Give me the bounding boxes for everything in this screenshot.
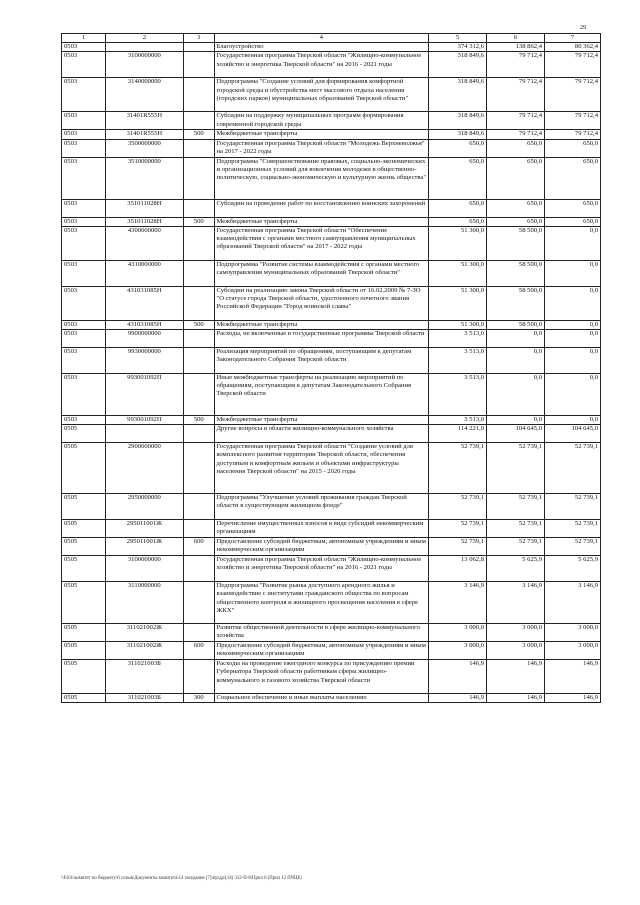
target-code-cell: 295011001Ж [105,538,183,556]
section-code-cell: 0505 [62,660,106,694]
target-code-cell: 295011001Ж [105,520,183,538]
target-code-cell: 9900000000 [105,330,183,348]
table-row [62,260,601,286]
header-cell: 1 [62,34,106,43]
item-name-cell: Перечисление имущественных взносов в виде субсидий некоммерческим организациям [214,520,429,538]
table-row [62,139,601,157]
item-name-cell: Межбюджетные трансферты [214,130,429,139]
expense-type-cell [184,286,215,320]
section-code-cell: 0503 [62,320,106,329]
amount-year3-cell: 52 739,1 [545,443,601,494]
header-cell: 6 [487,34,545,43]
item-name-cell: Субсидии на реализацию закона Тверской области от 16.02.2009 № 7-ЗО "О статусе города Тверской области, удостоенного почетного звания Российской Федерации "Город воинской славы" [214,286,429,320]
section-code-cell: 0503 [62,226,106,260]
expense-type-cell [184,226,215,260]
amount-year2-cell: 0,0 [487,374,545,416]
target-code-cell: 431031085H [105,286,183,320]
expense-type-cell [184,330,215,348]
section-code-cell: 0503 [62,139,106,157]
expense-type-cell [184,52,215,78]
amount-year1-cell: 52 739,1 [429,538,487,556]
table-row [62,694,601,703]
amount-year3-cell: 79 712,4 [545,112,601,130]
amount-year3-cell: 0,0 [545,320,601,329]
table-row [62,538,601,556]
table-row [62,660,601,694]
target-code-cell: 3110000000 [105,582,183,624]
amount-year2-cell: 79 712,4 [487,112,545,130]
amount-year3-cell: 0,0 [545,416,601,425]
amount-year1-cell: 3 000,0 [429,642,487,660]
amount-year1-cell: 51 300,0 [429,226,487,260]
amount-year1-cell: 374 312,6 [429,43,487,52]
table-row [62,130,601,139]
item-name-cell: Межбюджетные трансферты [214,416,429,425]
section-code-cell: 0503 [62,199,106,217]
section-code-cell: 0505 [62,443,106,494]
expense-type-cell: 500 [184,320,215,329]
target-code-cell: 2900000000 [105,443,183,494]
amount-year1-cell: 51 300,0 [429,260,487,286]
amount-year3-cell: 146,9 [545,660,601,694]
amount-year1-cell: 3 513,0 [429,416,487,425]
target-code-cell: 993001092П [105,374,183,416]
expense-type-cell [184,374,215,416]
item-name-cell: Подпрограмма "Развитие системы взаимодействия с органами местного самоуправления муниципальных образований Тверской области" [214,260,429,286]
header-cell: 4 [214,34,429,43]
expense-type-cell: 600 [184,538,215,556]
amount-year1-cell: 3 513,0 [429,330,487,348]
amount-year2-cell: 79 712,4 [487,78,545,112]
target-code-cell: 3510000000 [105,157,183,199]
amount-year2-cell: 650,0 [487,217,545,226]
item-name-cell: Подпрограмма "Совершенствование правовых, социально-экономических и организационных условий для вовлечения молодежи в общественно-политическую, социально-экономическую и культурную жизнь общества" [214,157,429,199]
amount-year1-cell: 146,9 [429,694,487,703]
item-name-cell: Расходы на проведение ежегодного конкурса по присуждению премии Губернатора Тверской области работникам сферы жилищно-коммунального и газового хозяйства Тверской области [214,660,429,694]
table-row [62,286,601,320]
amount-year1-cell: 146,9 [429,660,487,694]
section-code-cell: 0505 [62,520,106,538]
expense-type-cell [184,78,215,112]
section-code-cell: 0503 [62,217,106,226]
expense-type-cell: 500 [184,130,215,139]
amount-year2-cell: 52 739,1 [487,494,545,520]
expense-type-cell [184,624,215,642]
amount-year2-cell: 79 712,4 [487,52,545,78]
item-name-cell: Межбюджетные трансферты [214,217,429,226]
amount-year1-cell: 318 849,6 [429,52,487,78]
amount-year1-cell: 318 849,6 [429,112,487,130]
table-row [62,416,601,425]
section-code-cell: 0503 [62,78,106,112]
item-name-cell: Расходы, не включенные в государственные программы Тверской области [214,330,429,348]
table-row [62,330,601,348]
target-code-cell: 4310000000 [105,260,183,286]
expense-type-cell [184,157,215,199]
target-code-cell: 311021003Б [105,694,183,703]
amount-year3-cell: 3 146,9 [545,582,601,624]
table-row [62,199,601,217]
file-path-footer: \\Fs01\комитет по бюджету\6 созыв\Документы комитета\14 заседание (7)\пр\др\(14) 312-П-6\Прил 6 (Прил 12 ПЧЦБ) [61,876,302,881]
item-name-cell: Государственная программа Тверской области "Молодежь Верхневолжья" на 2017 - 2022 годы [214,139,429,157]
section-code-cell: 0505 [62,425,106,443]
expense-type-cell: 600 [184,642,215,660]
budget-table [61,33,601,703]
section-code-cell: 0503 [62,130,106,139]
amount-year3-cell: 650,0 [545,157,601,199]
amount-year3-cell: 3 000,0 [545,642,601,660]
target-code-cell: 311021003Б [105,660,183,694]
section-code-cell: 0503 [62,348,106,374]
amount-year2-cell: 58 500,0 [487,260,545,286]
amount-year1-cell: 114 221,0 [429,425,487,443]
item-name-cell: Государственная программа Тверской области "Жилищно-коммунальное хозяйство и энергетика Тверской области" на 2016 - 2021 годы [214,556,429,582]
target-code-cell: 3100000000 [105,556,183,582]
amount-year1-cell: 52 739,1 [429,494,487,520]
section-code-cell: 0505 [62,556,106,582]
expense-type-cell [184,660,215,694]
table-row [62,226,601,260]
table-row [62,320,601,329]
amount-year3-cell: 0,0 [545,374,601,416]
item-name-cell: Развитие общественной деятельности в сфере жилищно-коммунального хозяйства [214,624,429,642]
header-cell: 5 [429,34,487,43]
amount-year2-cell: 650,0 [487,139,545,157]
amount-year1-cell: 650,0 [429,157,487,199]
expense-type-cell [184,520,215,538]
table-row [62,443,601,494]
expense-type-cell: 300 [184,694,215,703]
amount-year2-cell: 52 739,1 [487,443,545,494]
section-code-cell: 0505 [62,624,106,642]
target-code-cell: 3500000000 [105,139,183,157]
amount-year3-cell: 52 739,1 [545,520,601,538]
amount-year2-cell: 52 739,1 [487,538,545,556]
section-code-cell: 0505 [62,642,106,660]
expense-type-cell [184,556,215,582]
target-code-cell: 431031085H [105,320,183,329]
target-code-cell [105,43,183,52]
target-code-cell: 31401R555H [105,130,183,139]
item-name-cell: Государственная программа Тверской области "Создание условий для комплексного развития территории Тверской области, обеспечения доступным и комфортным жильем и объектами инфраструктуры населения Тверской области" на 2015 - 2020 годы [214,443,429,494]
section-code-cell: 0503 [62,286,106,320]
target-code-cell: 4300000000 [105,226,183,260]
section-code-cell: 0505 [62,694,106,703]
amount-year1-cell: 318 849,6 [429,78,487,112]
expense-type-cell [184,139,215,157]
amount-year3-cell: 3 000,0 [545,624,601,642]
amount-year3-cell: 80 362,4 [545,43,601,52]
target-code-cell: 351011028H [105,199,183,217]
header-cell: 3 [184,34,215,43]
amount-year1-cell: 650,0 [429,217,487,226]
item-name-cell: Иные межбюджетные трансферты на реализацию мероприятий по обращениям, поступающим к депутатам Законодательного Собрания Тверской области [214,374,429,416]
table-row [62,112,601,130]
amount-year1-cell: 650,0 [429,199,487,217]
amount-year3-cell: 650,0 [545,139,601,157]
section-code-cell: 0505 [62,538,106,556]
target-code-cell: 3100000000 [105,52,183,78]
item-name-cell: Подпрограмма "Создание условий для формирования комфортной городской среды и обустройства мест массового отдыха населения (городских парков) муниципальных образований Тверской области" [214,78,429,112]
section-code-cell: 0503 [62,374,106,416]
amount-year3-cell: 79 712,4 [545,78,601,112]
item-name-cell: Субсидии на проведение работ по восстановлению воинских захоронений [214,199,429,217]
target-code-cell: 3140000000 [105,78,183,112]
header-row [62,34,601,43]
section-code-cell: 0503 [62,112,106,130]
amount-year2-cell: 52 739,1 [487,520,545,538]
target-code-cell: 31401R555H [105,112,183,130]
amount-year3-cell: 146,9 [545,694,601,703]
amount-year2-cell: 58 500,0 [487,286,545,320]
item-name-cell: Другие вопросы в области жилищно-коммунального хозяйства [214,425,429,443]
amount-year1-cell: 13 062,8 [429,556,487,582]
target-code-cell: 351011028H [105,217,183,226]
header-cell: 7 [545,34,601,43]
amount-year1-cell: 3 000,0 [429,624,487,642]
item-name-cell: Субсидии на поддержку муниципальных программ формирования современной городской среды [214,112,429,130]
item-name-cell: Социальное обеспечение и иные выплаты населению [214,694,429,703]
table-row [62,157,601,199]
amount-year2-cell: 104 645,0 [487,425,545,443]
table-row [62,520,601,538]
expense-type-cell: 500 [184,416,215,425]
item-name-cell: Предоставление субсидий бюджетным, автономным учреждениям и иным некоммерческим организациям [214,538,429,556]
amount-year2-cell: 138 862,4 [487,43,545,52]
table-row [62,374,601,416]
expense-type-cell [184,348,215,374]
amount-year2-cell: 5 625,9 [487,556,545,582]
section-code-cell: 0503 [62,330,106,348]
amount-year1-cell: 318 849,6 [429,130,487,139]
table-row [62,348,601,374]
amount-year2-cell: 146,9 [487,660,545,694]
section-code-cell: 0505 [62,582,106,624]
amount-year1-cell: 51 300,0 [429,320,487,329]
target-code-cell: 2950000000 [105,494,183,520]
expense-type-cell [184,112,215,130]
amount-year2-cell: 3 000,0 [487,624,545,642]
amount-year3-cell: 0,0 [545,348,601,374]
table-row [62,642,601,660]
amount-year2-cell: 3 146,9 [487,582,545,624]
amount-year1-cell: 52 739,1 [429,443,487,494]
amount-year3-cell: 79 712,4 [545,130,601,139]
table-row [62,582,601,624]
target-code-cell: 993001092П [105,416,183,425]
item-name-cell: Подпрограмма "Улучшение условий проживания граждан Тверской области в существующем жилищном фонде" [214,494,429,520]
table-row [62,43,601,52]
amount-year2-cell: 146,9 [487,694,545,703]
section-code-cell: 0503 [62,416,106,425]
item-name-cell: Подпрограмма "Развитие рынка доступного арендного жилья и взаимодействие с институтами гражданского общества по вопросам общественного контроля и жилищного просвещения населения в сфере ЖКХ" [214,582,429,624]
target-code-cell: 311021002Ж [105,642,183,660]
item-name-cell: Государственная программа Тверской области "Обеспечение взаимодействия с органами местного самоуправления муниципальных образований Тверской области" на 2017 - 2022 годы [214,226,429,260]
amount-year2-cell: 79 712,4 [487,130,545,139]
expense-type-cell [184,43,215,52]
item-name-cell: Благоустройство [214,43,429,52]
target-code-cell: 9930000000 [105,348,183,374]
item-name-cell: Государственная программа Тверской области "Жилищно-коммунальное хозяйство и энергетика Тверской области" на 2016 - 2021 годы [214,52,429,78]
section-code-cell: 0503 [62,52,106,78]
table-row [62,52,601,78]
item-name-cell: Предоставление субсидий бюджетным, автономным учреждениям и иным некоммерческим организациям [214,642,429,660]
expense-type-cell [184,199,215,217]
amount-year1-cell: 3 146,9 [429,582,487,624]
header-cell: 2 [105,34,183,43]
expense-type-cell: 500 [184,217,215,226]
section-code-cell: 0503 [62,43,106,52]
target-code-cell [105,425,183,443]
table-row [62,494,601,520]
amount-year3-cell: 0,0 [545,226,601,260]
amount-year2-cell: 58 500,0 [487,320,545,329]
amount-year1-cell: 51 300,0 [429,286,487,320]
item-name-cell: Межбюджетные трансферты [214,320,429,329]
section-code-cell: 0505 [62,494,106,520]
table-row [62,425,601,443]
section-code-cell: 0503 [62,260,106,286]
table-row [62,217,601,226]
amount-year2-cell: 58 500,0 [487,226,545,260]
amount-year2-cell: 0,0 [487,416,545,425]
amount-year3-cell: 79 712,4 [545,52,601,78]
expense-type-cell [184,260,215,286]
amount-year2-cell: 3 000,0 [487,642,545,660]
expense-type-cell [184,443,215,494]
amount-year3-cell: 52 739,1 [545,538,601,556]
expense-type-cell [184,494,215,520]
amount-year3-cell: 0,0 [545,330,601,348]
section-code-cell: 0503 [62,157,106,199]
amount-year1-cell: 3 513,0 [429,374,487,416]
amount-year1-cell: 650,0 [429,139,487,157]
amount-year2-cell: 650,0 [487,199,545,217]
amount-year3-cell: 650,0 [545,217,601,226]
target-code-cell: 311021002Ж [105,624,183,642]
table-row [62,624,601,642]
expense-type-cell [184,425,215,443]
item-name-cell: Реализация мероприятий по обращениям, поступающим к депутатам Законодательного Собрания Тверской области [214,348,429,374]
amount-year3-cell: 650,0 [545,199,601,217]
amount-year3-cell: 52 739,1 [545,494,601,520]
table-row [62,78,601,112]
amount-year3-cell: 0,0 [545,286,601,320]
amount-year1-cell: 52 739,1 [429,520,487,538]
page-number: 29 [580,25,586,31]
expense-type-cell [184,582,215,624]
amount-year2-cell: 650,0 [487,157,545,199]
amount-year2-cell: 0,0 [487,348,545,374]
amount-year3-cell: 5 625,9 [545,556,601,582]
amount-year3-cell: 104 645,0 [545,425,601,443]
amount-year1-cell: 3 513,0 [429,348,487,374]
table-row [62,556,601,582]
amount-year2-cell: 0,0 [487,330,545,348]
amount-year3-cell: 0,0 [545,260,601,286]
